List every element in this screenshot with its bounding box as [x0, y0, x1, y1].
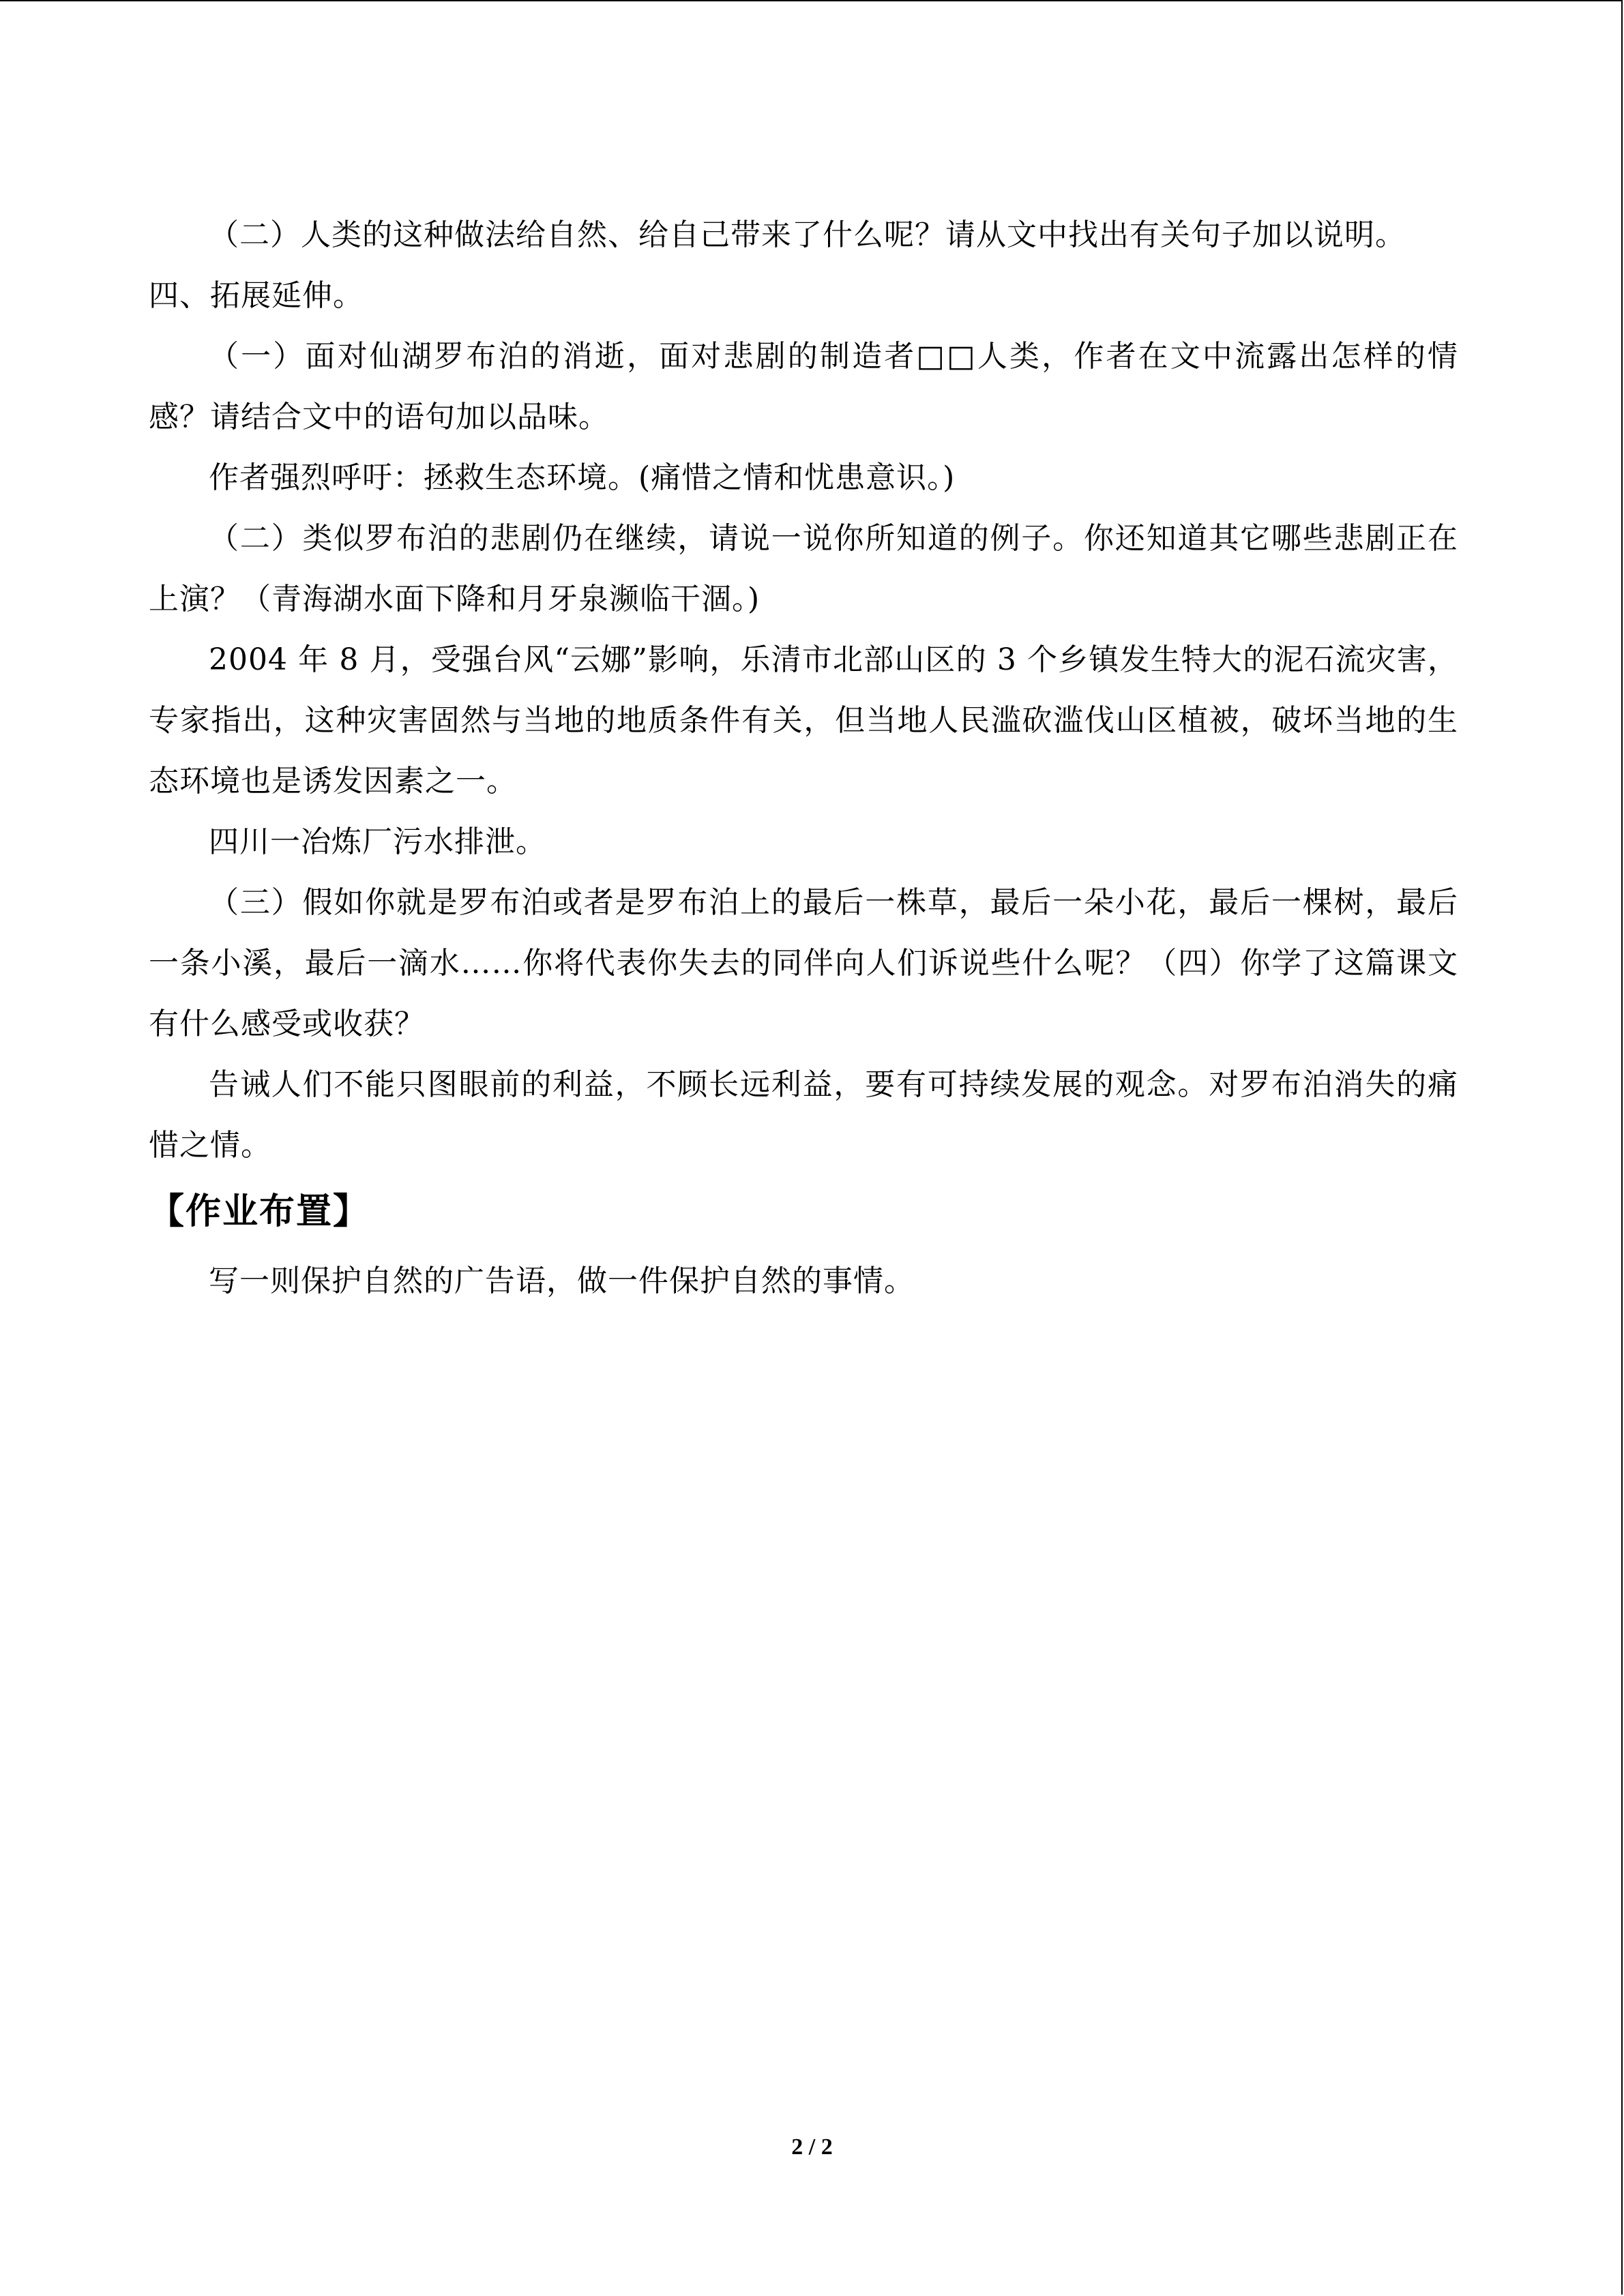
paragraph-question-2: （二）人类的这种做法给自然、给自己带来了什么呢？请从文中找出有关句子加以说明。 [209, 218, 1406, 252]
paragraph-question-3-4: （三）假如你就是罗布泊或者是罗布泊上的最后一株草，最后一朵小花，最后一棵树，最后一条小溪，最后一滴水……你将代表你失去的同伴向人们诉说些什么呢？（四）你学了这篇课文有什么感受或收获？ [149, 885, 1458, 1041]
homework-heading: 【作业布置】 [149, 1191, 370, 1232]
section-heading-extension: 四、拓展延伸。 [149, 278, 364, 313]
paragraph-typhoon-example: 2004 年 8 月，受强台风“云娜”影响，乐清市北部山区的 3 个乡镇发生特大的泥石流灾害，专家指出，这种灾害固然与当地的地质条件有关，但当地人民滥砍滥伐山区植被，破坏当地的生态环境也是诱发因素之一。 [149, 642, 1458, 799]
homework-text: 写一则保护自然的广告语，做一件保护自然的事情。 [209, 1264, 915, 1298]
paragraph-lesson-summary: 告诫人们不能只图眼前的利益，不顾长远利益，要有可持续发展的观念。对罗布泊消失的痛惜之情。 [149, 1067, 1458, 1163]
paragraph-similar-tragedies: （二）类似罗布泊的悲剧仍在继续，请说一说你所知道的例子。你还知道其它哪些悲剧正在上演？（青海湖水面下降和月牙泉濒临干涸。) [149, 521, 1458, 616]
page-number: 2 / 2 [791, 2134, 833, 2160]
paragraph-sichuan-example: 四川一冶炼厂污水排泄。 [209, 824, 546, 859]
paragraph-question-1: （一）面对仙湖罗布泊的消逝，面对悲剧的制造者□□人类，作者在文中流露出怎样的情感？请结合文中的语句加以品味。 [149, 339, 1458, 434]
paragraph-author-appeal: 作者强烈呼吁：拯救生态环境。(痛惜之情和忧患意识。) [209, 460, 956, 495]
document-body [149, 205, 1458, 1311]
